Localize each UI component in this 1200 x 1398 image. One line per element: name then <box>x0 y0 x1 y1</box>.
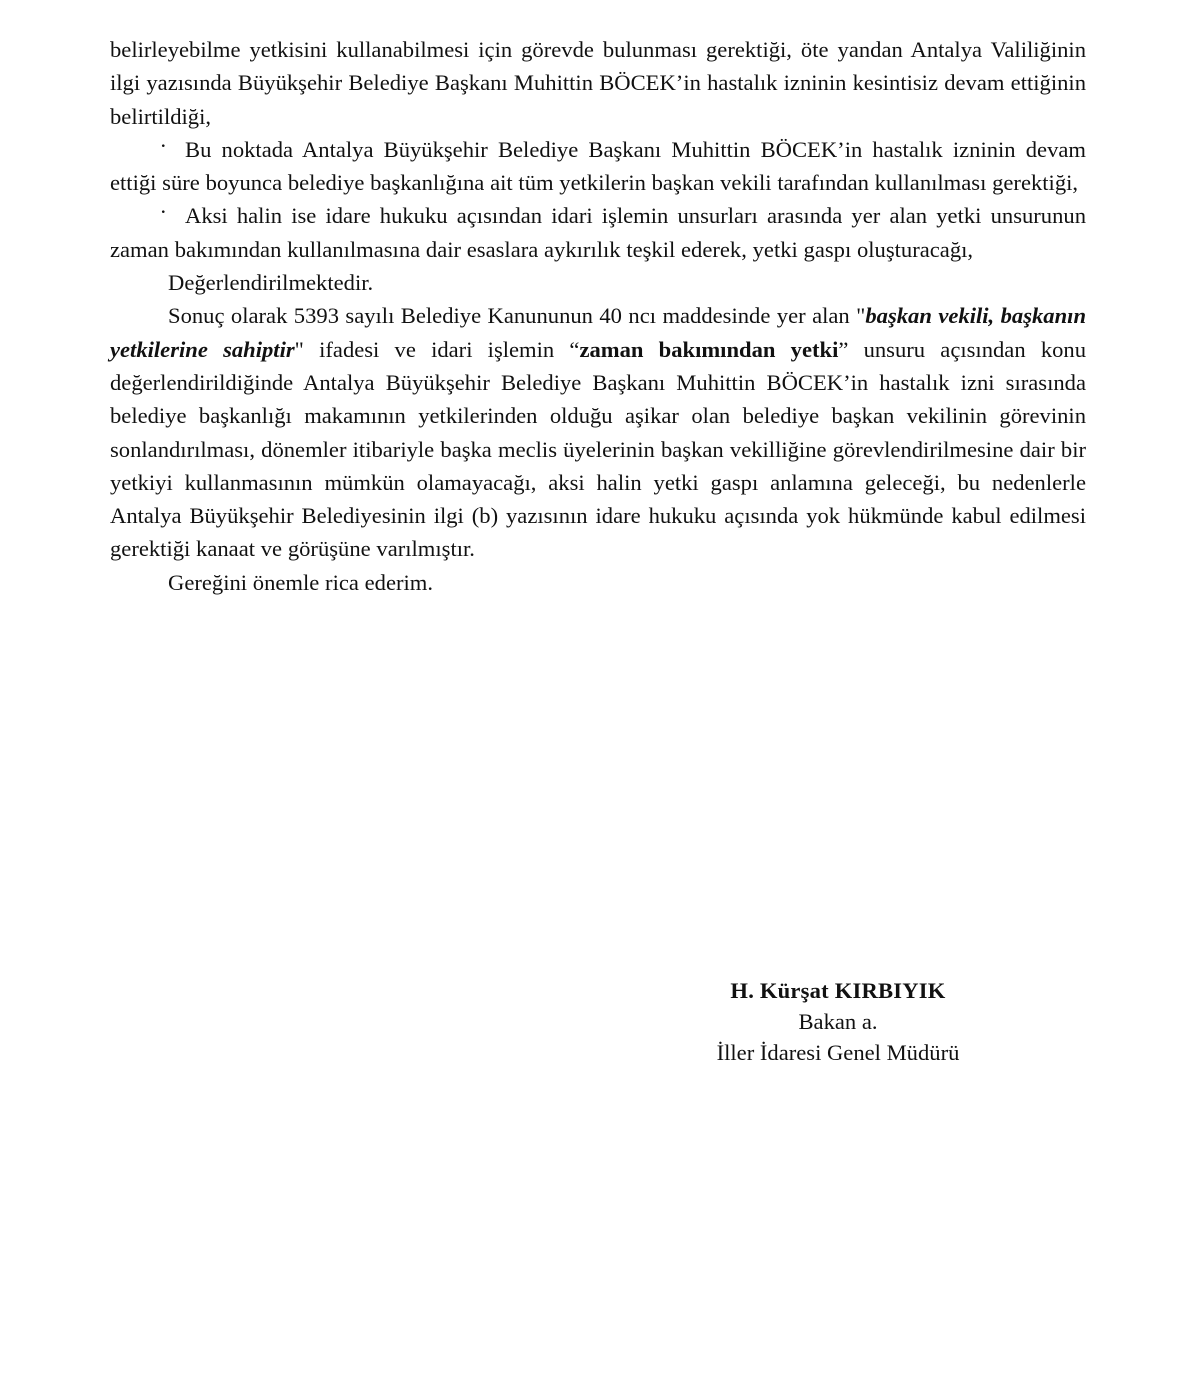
signatory-title: İller İdaresi Genel Müdürü <box>716 1040 960 1065</box>
conclusion-part-3: unsuru açısından konu değerlendirildiğinde Antalya Büyükşehir Belediye Başkanı Muhittin BÖCEK’in hastalık izni sırasında belediye başkanlığı makamının yetkilerinden olduğu aşikar olan belediye başkan vekilinin görevinin sonlandırılması, dönemler itibariyle başka meclis üyelerinin başkan vekilliğine görevlendirilmesine dair bir yetkiyi kullanmasının mümkün olamayacağı, aksi halin yetki gaspı anlamına geleceği, bu nedenlerle Antalya Büyükşehir Belediyesinin ilgi (b) yazısının idare hukuku açısında yok hükmünde kabul edilmesi gerektiği kanaat ve görüşüne varılmıştır. <box>110 336 1087 562</box>
signatory-role: Bakan a. <box>798 1009 878 1034</box>
quote-close-2: ” <box>838 336 849 362</box>
letter-body <box>110 33 1086 599</box>
bullet-paragraph-1 <box>110 133 1086 200</box>
quote-open-1: " <box>856 303 866 329</box>
bullet-marker-icon: · <box>159 199 167 225</box>
bullet-paragraph-1-text: Bu noktada Antalya Büyükşehir Belediye Başkanı Muhittin BÖCEK’in hastalık izninin devam ettiği süre boyunca belediye başkanlığına ait tüm yetkilerin başkan vekili tarafından kullanılması gerektiği, <box>110 136 1086 196</box>
bullet-paragraph-2 <box>110 199 1086 266</box>
quote-bold-italic: başkan vekili, başkanın yetkilerine sahiptir <box>110 303 1087 362</box>
signature-block <box>628 975 1048 1068</box>
quote-bold: zaman bakımından yetki <box>579 336 839 362</box>
signatory-name: H. Kürşat KIRBIYIK <box>730 978 946 1003</box>
quote-open-2: “ <box>569 336 580 362</box>
quote-close-1: " <box>294 336 304 362</box>
paragraph-continuation: belirleyebilme yetkisini kullanabilmesi için görevde bulunması gerektiği, öte yandan Antalya Valiliğinin ilgi yazısında Büyükşehir Belediye Başkanı Muhittin BÖCEK’in hastalık izninin kesintisiz devam ettiğinin belirtildiği, <box>110 37 1086 129</box>
bullet-marker-icon: · <box>159 132 167 158</box>
conclusion-part-1: Sonuç olarak 5393 sayılı Belediye Kanununun 40 ncı maddesinde yer alan <box>168 303 857 329</box>
conclusion-paragraph <box>110 299 1086 565</box>
conclusion-part-2: ifadesi ve idari işlemin <box>303 336 570 362</box>
evaluation-line: Değerlendirilmektedir. <box>168 270 374 296</box>
closing-line: Gereğini önemle rica ederim. <box>168 569 434 595</box>
bullet-paragraph-2-text: Aksi halin ise idare hukuku açısından idari işlemin unsurları arasında yer alan yetki unsurunun zaman bakımından kullanılmasına dair esaslara aykırılık teşkil ederek, yetki gaspı oluşturacağı, <box>110 203 1086 262</box>
